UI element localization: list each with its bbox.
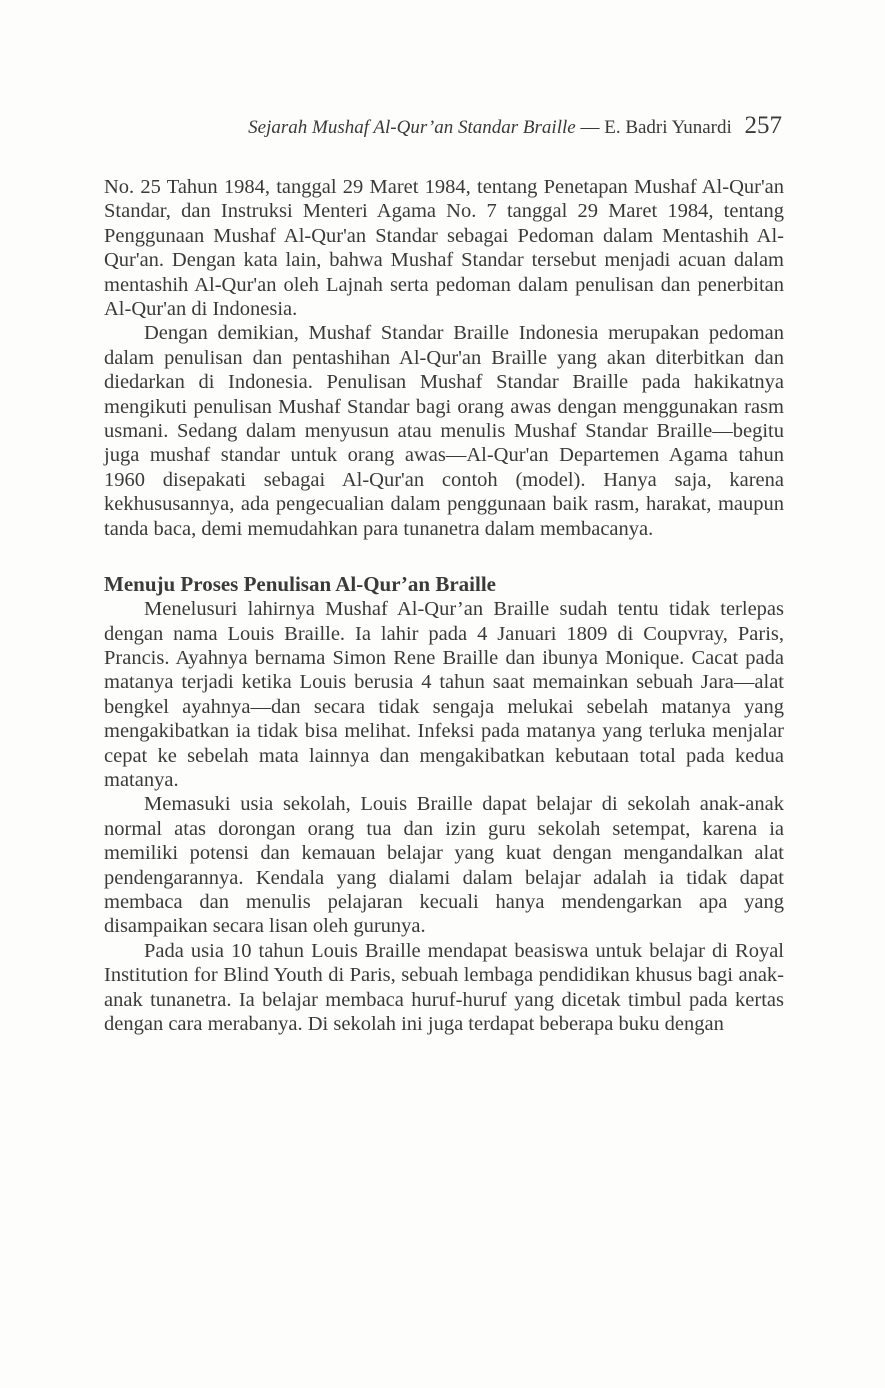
author-name: — E. Badri Yunardi [580, 117, 732, 138]
body-text [104, 175, 784, 1036]
paragraph: Menelusuri lahirnya Mushaf Al-Qur’an Braille sudah tentu tidak terlepas dengan nama Louis Braille. Ia lahir pada 4 Januari 1809 di Coupvray, Paris, Prancis. Ayahnya bernama Simon Rene Braille dan ibunya Monique. Cacat pada matanya terjadi ketika Louis berusia 4 tahun saat memainkan sebuah Jara—alat bengkel ayahnya—dan secara tidak sengaja melukai sebelah matanya yang mengakibatkan ia tidak bisa melihat. Infeksi pada matanya yang terluka menjalar cepat ke sebelah mata lainnya dan mengakibatkan kebutaan total pada kedua matanya. [104, 598, 784, 791]
paragraph: No. 25 Tahun 1984, tanggal 29 Maret 1984, tentang Penetapan Mushaf Al-Qur'an Standar, dan Instruksi Menteri Agama No. 7 tanggal 29 Maret 1984, tentang Penggunaan Mushaf Al-Qur'an Standar sebagai Pedoman dalam Mentashih Al-Qur'an. Dengan kata lain, bahwa Mushaf Standar tersebut menjadi acuan dalam mentashih Al-Qur'an oleh Lajnah serta pedoman dalam penulisan dan penerbitan Al-Qur'an di Indonesia. [104, 176, 784, 321]
paragraph: Pada usia 10 tahun Louis Braille mendapat beasiswa untuk belajar di Royal Institution for Blind Youth di Paris, sebuah lembaga pendidikan khusus bagi anak-anak tunanetra. Ia belajar membaca huruf-huruf yang dicetak timbul pada kertas dengan cara merabanya. Di sekolah ini juga terdapat beberapa buku dengan [104, 939, 784, 1035]
paragraph: Memasuki usia sekolah, Louis Braille dapat belajar di sekolah anak-anak normal atas dorongan orang tua dan izin guru sekolah setempat, karena ia memiliki potensi dan kemauan belajar yang kuat dengan mengandalkan alat pendengarannya. Kendala yang dialami dalam belajar adalah ia tidak dapat membaca dan menulis pelajaran kecuali hanya mendengarkan apa yang disampaikan secara lisan oleh gurunya. [104, 793, 784, 938]
paragraph: Dengan demikian, Mushaf Standar Braille Indonesia merupakan pedoman dalam penulisan dan pentashihan Al-Qur'an Braille yang akan diterbitkan dan diedarkan di Indonesia. Penulisan Mushaf Standar Braille pada hakikatnya mengikuti penulisan Mushaf Standar bagi orang awas dengan menggunakan rasm usmani. Sedang dalam menyusun atau menulis Mushaf Standar Braille—begitu juga mushaf standar untuk orang awas—Al-Qur'an Departemen Agama tahun 1960 disepakati sebagai Al-Qur'an contoh (model). Hanya saja, karena kekhususannya, ada pengecualian dalam penggunaan baik rasm, harakat, maupun tanda baca, demi memudahkan para tunanetra dalam membacanya. [104, 322, 784, 540]
running-title: Sejarah Mushaf Al-Qur’an Standar Braille [248, 117, 576, 138]
section-heading: Menuju Proses Penulisan Al-Qur’an Braille [104, 572, 497, 597]
page-number: 257 [744, 112, 782, 139]
running-header [178, 112, 782, 142]
